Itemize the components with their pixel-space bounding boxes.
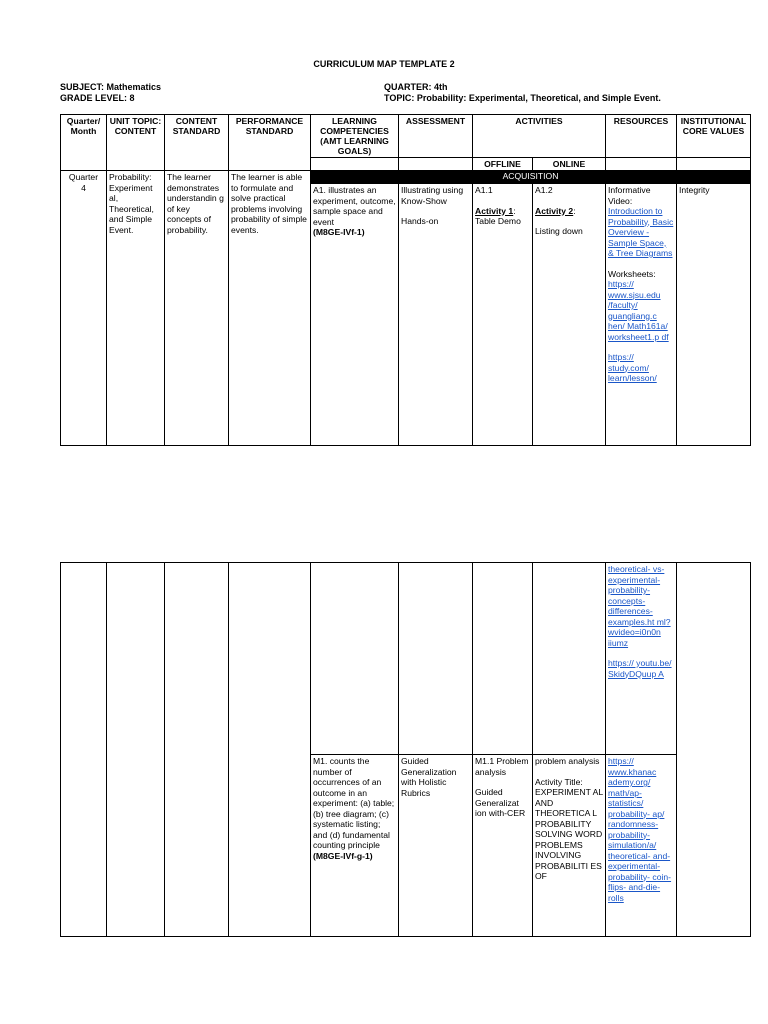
blank-cell bbox=[473, 563, 533, 755]
offline-activity-desc: Table Demo bbox=[475, 216, 521, 226]
subject-label: SUBJECT: Mathematics bbox=[60, 82, 162, 92]
blank-cell bbox=[606, 158, 677, 171]
competency-text: A1. illustrates an experiment, outcome, sample space and event bbox=[313, 185, 396, 227]
subject-grade bbox=[60, 82, 161, 104]
online-m1-desc: Activity Title: EXPERIMENT AL AND THEORETICA L PROBABILITY SOLVING WORD PROBLEMS INVOLVING PROBABILITI ES OF bbox=[535, 776, 603, 881]
blank-cell bbox=[399, 563, 473, 755]
blank-cell bbox=[165, 563, 229, 937]
quarter-topic bbox=[384, 82, 661, 104]
blank-cell bbox=[311, 563, 399, 755]
competency-text-m1: M1. counts the number of occurrences of an outcome in an experiment: (a) table; (b) tree diagram; (c) systematic listing; and (d) fundamental counting principle bbox=[313, 756, 395, 850]
resources-cell-m1 bbox=[606, 755, 677, 937]
online-activity-desc: Listing down bbox=[535, 226, 583, 236]
online-activity-cell: A1.2 Activity 2: Listing down bbox=[533, 184, 606, 446]
offline-activity-title: Activity 1 bbox=[475, 205, 514, 216]
online-activity-title: Activity 2 bbox=[535, 205, 574, 216]
header-competencies: LEARNING COMPETENCIES (AMT LEARNING GOALS) bbox=[311, 115, 399, 158]
assessment-method: Illustrating using Know-Show bbox=[401, 185, 464, 206]
resources-continued-cell bbox=[606, 563, 677, 755]
resource-label-video: Informative Video: bbox=[608, 185, 651, 206]
curriculum-table bbox=[60, 114, 751, 446]
blank-cell bbox=[229, 563, 311, 937]
resource-link-khanacademy[interactable]: https:// www.khanac ademy.org/ math/ap- statistics/ probability- ap/ randomness- probability- simulation/a/ theoretical- and- experimental- probability- coin-flips- and-die-rolls bbox=[608, 756, 672, 903]
assessment-cell bbox=[399, 184, 473, 446]
header-unit-topic: UNIT TOPIC: CONTENT bbox=[107, 115, 165, 171]
header-offline: OFFLINE bbox=[473, 158, 533, 171]
blank-cell bbox=[399, 158, 473, 171]
resource-link-worksheet[interactable]: https:// www.sjsu.edu /faculty/ guangliang.c hen/ Math161a/ worksheet1.p df bbox=[608, 279, 669, 342]
blank-cell bbox=[61, 563, 107, 937]
resource-link-youtube[interactable]: https:// youtu.be/ SkidyDQuup A bbox=[608, 658, 672, 679]
header-online: ONLINE bbox=[533, 158, 606, 171]
offline-m1-desc: Guided Generalizat ion with-CER bbox=[475, 787, 526, 818]
unit-topic-cell: Probability: Experiment al, Theoretical, and Simple Event. bbox=[107, 171, 165, 446]
offline-activity-cell-m1 bbox=[473, 755, 533, 937]
blank-cell bbox=[107, 563, 165, 937]
blank-cell bbox=[533, 563, 606, 755]
content-standard-cell: The learner demonstrates understandin g of key concepts of probability. bbox=[165, 171, 229, 446]
assessment-cell-m1: Guided Generalization with Holistic Rubrics bbox=[399, 755, 473, 937]
header-quarter: Quarter/ Month bbox=[61, 115, 107, 171]
competency-cell bbox=[311, 184, 399, 446]
blank-cell bbox=[677, 158, 751, 171]
quarter-cell: Quarter 4 bbox=[61, 171, 107, 446]
resource-label-worksheets: Worksheets: bbox=[608, 268, 656, 279]
offline-code: A1.1 bbox=[475, 185, 493, 195]
offline-m1-code: M1.1 Problem analysis bbox=[475, 756, 529, 777]
document-title: CURRICULUM MAP TEMPLATE 2 bbox=[313, 59, 455, 69]
blank-cell bbox=[311, 158, 399, 171]
header-assessment: ASSESSMENT bbox=[399, 115, 473, 158]
online-activity-cell-m1 bbox=[533, 755, 606, 937]
competency-cell-m1 bbox=[311, 755, 399, 937]
resource-link-study[interactable]: https:// study.com/ learn/lesson/ bbox=[608, 352, 657, 383]
offline-activity-cell: A1.1 Activity 1: Table Demo bbox=[473, 184, 533, 446]
header-core-values: INSTITUTIONAL CORE VALUES bbox=[677, 115, 751, 158]
topic-label: TOPIC: Probability: Experimental, Theoretical, and Simple Event. bbox=[384, 93, 661, 103]
header-content-standard: CONTENT STANDARD bbox=[165, 115, 229, 171]
online-code: A1.2 bbox=[535, 185, 553, 195]
header-resources: RESOURCES bbox=[606, 115, 677, 158]
competency-code: (M8GE-IVf-1) bbox=[313, 227, 365, 237]
curriculum-table-continued bbox=[60, 562, 751, 937]
quarter-label: QUARTER: 4th bbox=[384, 82, 448, 92]
core-values-cell: Integrity bbox=[677, 184, 751, 446]
resources-cell bbox=[606, 184, 677, 446]
grade-label: GRADE LEVEL: 8 bbox=[60, 93, 135, 103]
competency-code-m1: (M8GE-IVf-g-1) bbox=[313, 850, 373, 861]
online-m1-code: problem analysis bbox=[535, 756, 600, 766]
acquisition-banner: ACQUISITION bbox=[311, 171, 751, 184]
resource-link-video[interactable]: Introduction to Probability, Basic Overview - Sample Space, & Tree Diagrams bbox=[608, 206, 674, 258]
performance-standard-cell: The learner is able to formulate and solve practical problems involving probability of simple events. bbox=[229, 171, 311, 446]
resource-link-study-continued[interactable]: theoretical- vs- experimental- probability- concepts- differences- examples.ht ml? wvideo=i0n0n iiumz bbox=[608, 564, 671, 648]
header-activities: ACTIVITIES bbox=[473, 115, 606, 158]
header-performance-standard: PERFORMANCE STANDARD bbox=[229, 115, 311, 171]
blank-cell bbox=[677, 563, 751, 937]
assessment-type: Hands-on bbox=[401, 216, 439, 226]
